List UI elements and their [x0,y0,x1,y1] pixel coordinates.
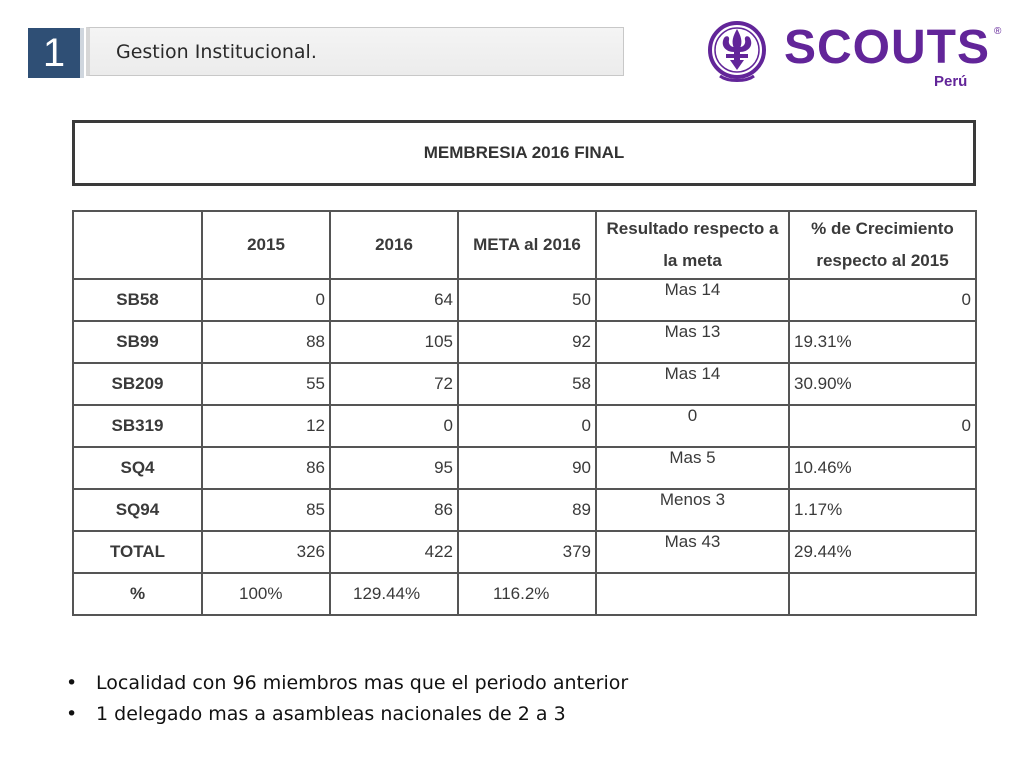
cell-meta: 379 [458,531,596,573]
row-label: SB99 [73,321,202,363]
table-row [73,363,976,405]
column-header: META al 2016 [458,211,596,279]
slide-number-badge: 1 [28,28,84,78]
cell-meta: 58 [458,363,596,405]
column-header: % de Crecimiento respecto al 2015 [789,211,976,279]
table-row [73,531,976,573]
cell-2015: 85 [202,489,330,531]
cell-crecimiento [789,573,976,615]
cell-2015: 55 [202,363,330,405]
row-label: SB58 [73,279,202,321]
cell-crecimiento: 0 [789,279,976,321]
row-label: % [73,573,202,615]
cell-2016: 72 [330,363,458,405]
cell-2016: 0 [330,405,458,447]
cell-meta: 92 [458,321,596,363]
cell-resultado: Mas 43 [596,531,789,573]
cell-crecimiento: 10.46% [789,447,976,489]
cell-2015: 100% [202,573,330,615]
bullet-item: • Localidad con 96 miembros mas que el periodo anterior [66,668,628,699]
column-header: 2016 [330,211,458,279]
cell-2016: 422 [330,531,458,573]
table-title: MEMBRESIA 2016 FINAL [72,120,976,186]
logo-registered-mark: ® [994,26,1002,37]
table-row [73,573,976,615]
logo-wordmark: SCOUTS [784,21,991,74]
cell-2015: 12 [202,405,330,447]
column-header: 2015 [202,211,330,279]
row-label: SB209 [73,363,202,405]
membership-table [72,210,977,616]
cell-resultado: Mas 13 [596,321,789,363]
bullet-item: • 1 delegado mas a asambleas nacionales de 2 a 3 [66,699,628,730]
cell-crecimiento: 19.31% [789,321,976,363]
cell-meta: 0 [458,405,596,447]
cell-meta: 89 [458,489,596,531]
cell-resultado: Mas 5 [596,447,789,489]
cell-2015: 86 [202,447,330,489]
table-row [73,447,976,489]
cell-crecimiento: 29.44% [789,531,976,573]
column-header: Resultado respecto a la meta [596,211,789,279]
cell-meta: 116.2% [458,573,596,615]
table-row [73,405,976,447]
cell-resultado [596,573,789,615]
cell-meta: 50 [458,279,596,321]
cell-meta: 90 [458,447,596,489]
cell-crecimiento: 0 [789,405,976,447]
cell-2015: 326 [202,531,330,573]
row-label: SB319 [73,405,202,447]
cell-2015: 88 [202,321,330,363]
table-header-row [73,211,976,279]
cell-2016: 129.44% [330,573,458,615]
cell-2016: 95 [330,447,458,489]
cell-crecimiento: 30.90% [789,363,976,405]
cell-2015: 0 [202,279,330,321]
table-row [73,279,976,321]
table-row [73,489,976,531]
column-header [73,211,202,279]
cell-resultado: Menos 3 [596,489,789,531]
cell-resultado: Mas 14 [596,279,789,321]
cell-resultado: Mas 14 [596,363,789,405]
bullet-list [66,668,628,730]
row-label: SQ94 [73,489,202,531]
slide-title: Gestion Institucional. [116,41,317,63]
row-label: SQ4 [73,447,202,489]
row-label: TOTAL [73,531,202,573]
cell-crecimiento: 1.17% [789,489,976,531]
cell-2016: 105 [330,321,458,363]
table-row [73,321,976,363]
cell-2016: 86 [330,489,458,531]
fleur-de-lis-icon [706,18,768,88]
scouts-logo [704,16,1004,90]
cell-2016: 64 [330,279,458,321]
cell-resultado: 0 [596,405,789,447]
title-bar [86,27,624,76]
logo-country: Perú [934,73,968,90]
